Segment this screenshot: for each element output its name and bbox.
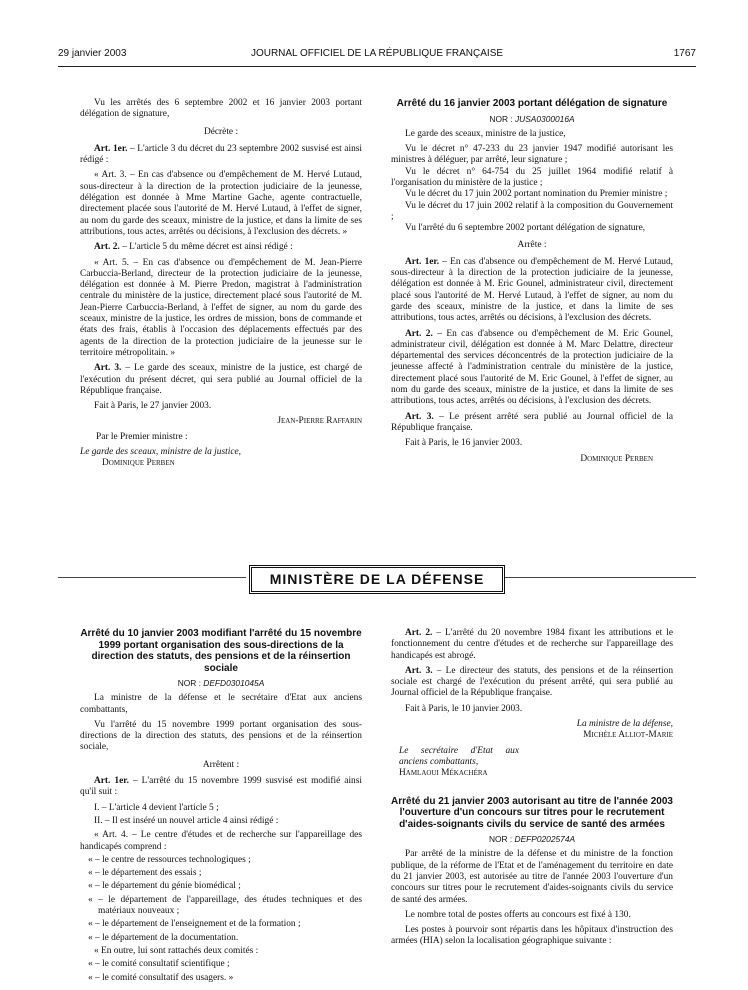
lb-point-i: I. – L'article 4 devient l'article 5 ; xyxy=(94,802,219,813)
lb-article-1-text: L'arrêté du 15 novembre 1999 susvisé est modifié ainsi qu'il suit : xyxy=(80,776,362,798)
right-article-1: Art. 1er. – En cas d'absence ou d'empêchement de M. Hervé Lutaud, sous-directeur à la direction de la protection judiciaire de la jeunesse, délégation est donnée à M. Eric Gounel, administrateur civil, directement placé sous l'autorité de M. Hervé Lutaud, à l'effet de signer, au nom du garde des sceaux, ministre de la justice, et dans la limite de ses attributions, tous actes, arrêtés ou décisions, à l'exclusion des décrets. xyxy=(391,256,674,324)
header-date: 29 janvier 2003 xyxy=(58,48,127,59)
nor-defp: NOR : DEFP0202574A xyxy=(488,834,576,845)
rb-article-3-label: Art. 3. xyxy=(405,665,433,676)
rb-article-2-label: Art. 2. xyxy=(405,628,433,638)
article-1-quote: « Art. 3. – En cas d'absence ou d'empêchement de M. Hervé Lutaud, sous-directeur à la direction de la protection judiciaire de la jeunesse, délégation est donnée à Mme Martine Gache, agente contractuelle, directement placée sous l'autorité de M. Hervé Lutaud, à l'effet de signer, au nom du garde des sceaux, ministre de la justice, et dans la limite de ses attributions, tous actes, arrêtés ou décisions, à l'exclusion des décrets. » xyxy=(80,170,362,237)
article-3-text: Le garde des sceaux, ministre de la justice, est chargé de l'exécution du présent décret, qui sera publié au Journal officiel de la République française. xyxy=(80,363,362,396)
lb-article-1: Art. 1er. – L'arrêté du 15 novembre 1999 susvisé est modifié ainsi qu'il suit : xyxy=(80,776,362,798)
nor-defd: NOR : DEFD0301045A xyxy=(177,678,265,688)
par-premier-ministre: Par le Premier ministre : xyxy=(96,431,188,442)
rb-article-3-text: Le directeur des statuts, des pensions et de la réinsertion sociale est chargé de l'exécution du présent arrêté, qui sera publié au Journal officiel de la République française. xyxy=(391,665,674,699)
right-top-column xyxy=(391,98,673,469)
article-2: Art. 2. – L'article 5 du même décret est ainsi rédigé : xyxy=(94,242,293,253)
committees-list xyxy=(80,959,362,984)
ministre-title: La ministre de la défense, xyxy=(576,719,673,730)
rb-article-3: Art. 3. – Le directeur des statuts, des pensions et de la réinsertion sociale est chargé de l'exécution du présent arrêté, qui sera publié au Journal officiel de la République française. xyxy=(391,665,674,699)
journal-title: JOURNAL OFFICIEL DE LA RÉPUBLIQUE FRANÇAISE xyxy=(250,48,504,59)
left-bottom-column xyxy=(80,628,362,986)
article-3: Art. 3. – Le garde des sceaux, ministre de la justice, est chargé de l'exécution du présent décret, qui sera publié au Journal officiel de la République française. xyxy=(80,363,362,396)
box-rule-left xyxy=(58,577,246,578)
right-p5: Vu le décret du 17 juin 2002 relatif à la composition du Gouvernement ; xyxy=(391,200,673,222)
article-2-quote: « Art. 5. – En cas d'absence ou d'empêchement de M. Jean-Pierre Carbuccia-Berland, directeur de la protection judiciaire de la jeunesse, délégation est donnée à M. Pierre Predon, magistrat à l'administration centrale du ministère de la justice, directement placé sous l'autorité de M. Jean-Pierre Carbuccia-Berland, à l'effet de signer, au nom du garde des sceaux, ministre de la justice, les ordres de mission, bons de commande et états des frais, établis à l'occasion des déplacements effectués par des agents de la direction de la protection judiciaire de la jeunesse sur le territoire métropolitain. » xyxy=(80,257,362,358)
right-p6: Vu l'arrêté du 6 septembre 2002 portant délégation de signature, xyxy=(405,223,646,234)
right-article-2-text: En cas d'absence ou d'empêchement de M. Eric Gounel, administrateur civil, délégation est donnée à M. Marc Delattre, directeur départemental des services déconcentrés de la protection judiciaire de la jeunesse affecté à l'administration centrale du ministère de la justice, directement placé sous l'autorité de M. Eric Gounel, à l'effet de signer, au nom du garde des sceaux, ministre de la justice, et dans la limite de ses attributions, tous actes, arrêtés ou décisions, à l'exclusion des décrets. xyxy=(391,328,673,407)
article-2-text: L'article 5 du même décret est ainsi rédigé : xyxy=(129,242,293,253)
signature-perben-right: Dominique Perben xyxy=(580,453,653,464)
right-article-3: Art. 3. – Le présent arrêté sera publié au Journal officiel de la République française. xyxy=(391,411,674,433)
page-header xyxy=(58,48,696,64)
list-item: « – le département de la documentation. xyxy=(88,932,239,943)
arrete-10-janvier-title: Arrêté du 10 janvier 2003 modifiant l'arrêté du 15 novembre 1999 portant organisation des sous-directions de la direction des statuts, des pensions et de la réinsertion sociale xyxy=(80,628,362,674)
fait-line: Fait à Paris, le 27 janvier 2003. xyxy=(94,401,212,412)
garde-des-sceaux-title: Le garde des sceaux, ministre de la justice, xyxy=(80,447,241,458)
right-p1: Le garde des sceaux, ministre de la justice, xyxy=(405,128,566,139)
arrete-16-janvier-title: Arrêté du 16 janvier 2003 portant délégation de signature xyxy=(396,98,668,109)
arrete-label: Arrête : xyxy=(517,240,547,251)
nor-defd-code: DEFD0301045A xyxy=(203,678,265,688)
right-p2: Vu le décret n° 47-233 du 23 janvier 1947 modifié autorisant les ministres à déléguer, par arrêté, leur signature ; xyxy=(391,144,673,166)
arretent-label: Arrêtent : xyxy=(202,759,240,770)
right-p4: Vu le décret du 17 juin 2002 portant nomination du Premier ministre ; xyxy=(405,189,668,200)
article-1-label: Art. 1er. xyxy=(94,143,128,154)
lb-point-ii: II. – Il est inséré un nouvel article 4 ainsi rédigé : xyxy=(94,815,279,826)
right-fait-line: Fait à Paris, le 16 janvier 2003. xyxy=(405,438,523,449)
right-article-2: Art. 2. – En cas d'absence ou d'empêchement de M. Eric Gounel, administrateur civil, délégation est donnée à M. Marc Delattre, directeur départemental des services déconcentrés de la protection judiciaire de la jeunesse affecté à l'administration centrale du ministère de la justice, directement placé sous l'autorité de M. Eric Gounel, à l'effet de signer, au nom du garde des sceaux, ministre de la justice, et dans la limite de ses attributions, tous actes, arrêtés ou décisions, à l'exclusion des décrets. xyxy=(391,328,673,407)
signature-alliot-marie: Michèle Alliot-Marie xyxy=(583,730,673,741)
list-item: « – le comité consultatif des usagers. » xyxy=(88,972,234,983)
signature-mekachera: Hamlaoui Mékachéra xyxy=(399,768,488,779)
lb-en-outre: « En outre, lui sont rattachés deux comités : xyxy=(94,945,259,956)
lb-article-4: « Art. 4. – Le centre d'études et de recherche sur l'appareillage des handicapés comprend : xyxy=(80,830,362,852)
right-bottom-column xyxy=(391,628,673,952)
right-article-3-label: Art. 3. xyxy=(405,411,434,422)
right-article-1-text: En cas d'absence ou d'empêchement de M. Hervé Lutaud, sous-directeur à la direction de la protection judiciaire de la jeunesse, délégation est donnée à M. Eric Gounel, administrateur civil, directement placé sous l'autorité de M. Hervé Lutaud, à l'effet de signer, au nom du garde des sceaux, ministre de la justice, et dans la limite de ses attributions, tous actes, arrêtés ou décisions, à l'exclusion des décrets. xyxy=(391,256,674,324)
signature-perben-left: Dominique Perben xyxy=(102,458,175,469)
left-top-column xyxy=(80,98,362,474)
decrete-label: Décrète : xyxy=(203,126,239,137)
rb-p2: Le nombre total de postes offerts au concours est fixé à 130. xyxy=(405,909,631,920)
article-3-label: Art. 3. xyxy=(94,363,122,374)
list-item: « – le centre de ressources technologiques ; xyxy=(88,854,251,865)
right-article-3-text: Le présent arrêté sera publié au Journal officiel de la République française. xyxy=(391,411,674,433)
lb-article-1-label: Art. 1er. xyxy=(94,776,129,787)
signature-raffarin: Jean-Pierre Raffarin xyxy=(277,416,362,427)
departments-list xyxy=(80,855,362,944)
list-item: « – le département du génie biomédical ; xyxy=(88,881,241,892)
box-rule-right xyxy=(505,577,696,578)
secretaire-title: Le secrétaire d'Etat aux anciens combattants, xyxy=(399,745,519,767)
right-article-1-label: Art. 1er. xyxy=(405,256,440,267)
visa-paragraph: Vu les arrêtés des 6 septembre 2002 et 16 janvier 2003 portant délégation de signature, xyxy=(80,98,362,120)
page-number: 1767 xyxy=(673,48,696,59)
list-item: « – le département de l'appareillage, des études techniques et des matériaux nouveaux ; xyxy=(88,894,362,917)
header-rule xyxy=(58,66,696,67)
rb-article-2: Art. 2. – L'arrêté du 20 novembre 1984 fixant les attributions et le fonctionnement du centre d'études et de recherche sur l'appareillage des handicapés est abrogé. xyxy=(391,628,673,661)
nor-defp-code: DEFP0202574A xyxy=(514,834,576,845)
arrete-21-janvier-title: Arrêté du 21 janvier 2003 autorisant au titre de l'année 2003 l'ouverture d'un concours sur titres pour le recrutement d'aides-soignants civils du service de santé des armées xyxy=(391,795,673,830)
rb-fait-line: Fait à Paris, le 10 janvier 2003. xyxy=(405,703,523,714)
rb-article-2-text: L'arrêté du 20 novembre 1984 fixant les attributions et le fonctionnement du centre d'études et de recherche sur l'appareillage des handicapés est abrogé. xyxy=(391,628,673,661)
rb-p3: Les postes à pourvoir sont répartis dans les hôpitaux d'instruction des armées (HIA) selon la localisation géographique suivante : xyxy=(391,925,673,947)
lb-p2: Vu l'arrêté du 15 novembre 1999 portant organisation des sous-directions de la direction des statuts, des pensions et de la réinsertion sociale, xyxy=(80,719,362,753)
nor-jusa-code: JUSA0300016A xyxy=(514,113,575,124)
ministry-heading: MINISTÈRE DE LA DÉFENSE xyxy=(249,565,505,594)
right-article-2-label: Art. 2. xyxy=(405,328,433,339)
lb-p1: La ministre de la défense et le secrétaire d'Etat aux anciens combattants, xyxy=(80,693,362,715)
list-item: « – le département des essais ; xyxy=(88,868,202,879)
list-item: « – le comité consultatif scientifique ; xyxy=(88,959,230,970)
article-1: Art. 1er. – L'article 3 du décret du 23 septembre 2002 susvisé est ainsi rédigé : xyxy=(80,143,363,166)
article-2-label: Art. 2. xyxy=(94,242,120,253)
list-item: « – le département de l'enseignement et de la formation ; xyxy=(88,919,301,930)
nor-jusa: NOR : JUSA0300016A xyxy=(489,113,575,124)
rb-p1: Par arrêté de la ministre de la défense et du ministre de la fonction publique, de la réforme de l'Etat et de l'aménagement du territoire en date du 21 janvier 2003, est autorisée au titre de l'année 2003 l'ouverture d'un concours sur titres pour le recrutement d'aides-soignants civils du service de santé des armées. xyxy=(391,849,673,905)
article-1-text: L'article 3 du décret du 23 septembre 2002 susvisé est ainsi rédigé : xyxy=(80,143,363,166)
right-p3: Vu le décret n° 64-754 du 25 juillet 1964 modifié relatif à l'organisation du ministère de la justice ; xyxy=(391,166,673,188)
